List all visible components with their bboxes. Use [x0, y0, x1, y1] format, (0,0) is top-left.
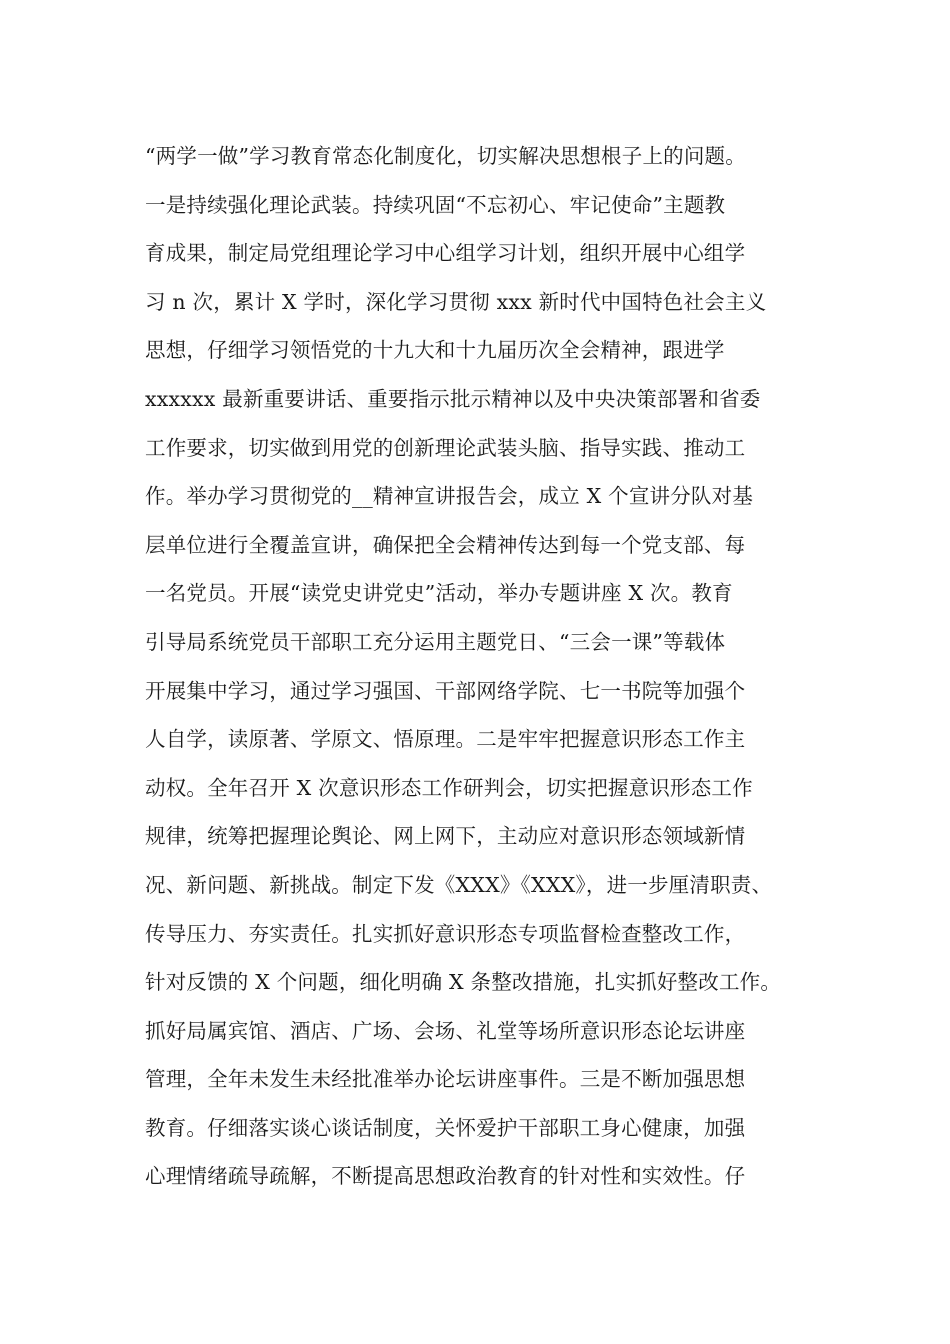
text-line: 心理情绪疏导疏解，不断提高思想政治教育的针对性和实效性。仔: [145, 1164, 746, 1189]
text-line: 况、新问题、新挑战。制定下发《XXX》《XXX》，进一步厘清职责、: [145, 872, 773, 897]
text-line: 工作要求，切实做到用党的创新理论武装头脑、指导实践、推动工: [145, 435, 746, 460]
text-line: xxxxxx 最新重要讲话、重要指示批示精神以及中央决策部署和省委: [145, 386, 761, 411]
text-line: 思想，仔细学习领悟党的十九大和十九届历次全会精神，跟进学: [145, 338, 725, 363]
text-line: “两学一做”学习教育常态化制度化，切实解决思想根子上的问题。: [145, 144, 746, 168]
text-line: 管理，全年未发生未经批准举办论坛讲座事件。三是不断加强思想: [145, 1067, 746, 1092]
text-line: 习 n 次，累计 X 学时，深化学习贯彻 xxx 新时代中国特色社会主义: [145, 289, 767, 314]
text-line: 作。举办学习贯彻党的__精神宣讲报告会，成立 X 个宣讲分队对基: [145, 484, 754, 509]
text-line: 教育。仔细落实谈心谈话制度，关怀爱护干部职工身心健康，加强: [145, 1115, 746, 1140]
text-line: 动权。全年召开 X 次意识形态工作研判会，切实把握意识形态工作: [145, 775, 753, 800]
text-line: 抓好局属宾馆、酒店、广场、会场、礼堂等场所意识形态论坛讲座: [145, 1018, 746, 1043]
text-line: 人自学，读原著、学原文、悟原理。二是牢牢把握意识形态工作主: [145, 727, 746, 752]
text-line: 引导局系统党员干部职工充分运用主题党日、“三会一课”等载体: [145, 629, 726, 654]
body-text: [145, 132, 835, 1201]
text-line: 传导压力、夯实责任。扎实抓好意识形态专项监督检查整改工作，: [145, 921, 746, 946]
text-line: 针对反馈的 X 个问题，细化明确 X 条整改措施，扎实抓好整改工作。: [145, 970, 782, 995]
text-line: 一名党员。开展“读党史讲党史”活动，举办专题讲座 X 次。教育: [145, 581, 733, 606]
text-line: 规律，统筹把握理论舆论、网上网下，主动应对意识形态领域新情: [145, 824, 746, 849]
text-line: 育成果，制定局党组理论学习中心组学习计划，组织开展中心组学: [145, 241, 746, 266]
text-line: 一是持续强化理论武装。持续巩固“不忘初心、牢记使命”主题教: [145, 192, 726, 217]
text-line: 层单位进行全覆盖宣讲，确保把全会精神传达到每一个党支部、每: [145, 532, 746, 557]
text-line: 开展集中学习，通过学习强国、干部网络学院、七一书院等加强个: [145, 678, 746, 703]
